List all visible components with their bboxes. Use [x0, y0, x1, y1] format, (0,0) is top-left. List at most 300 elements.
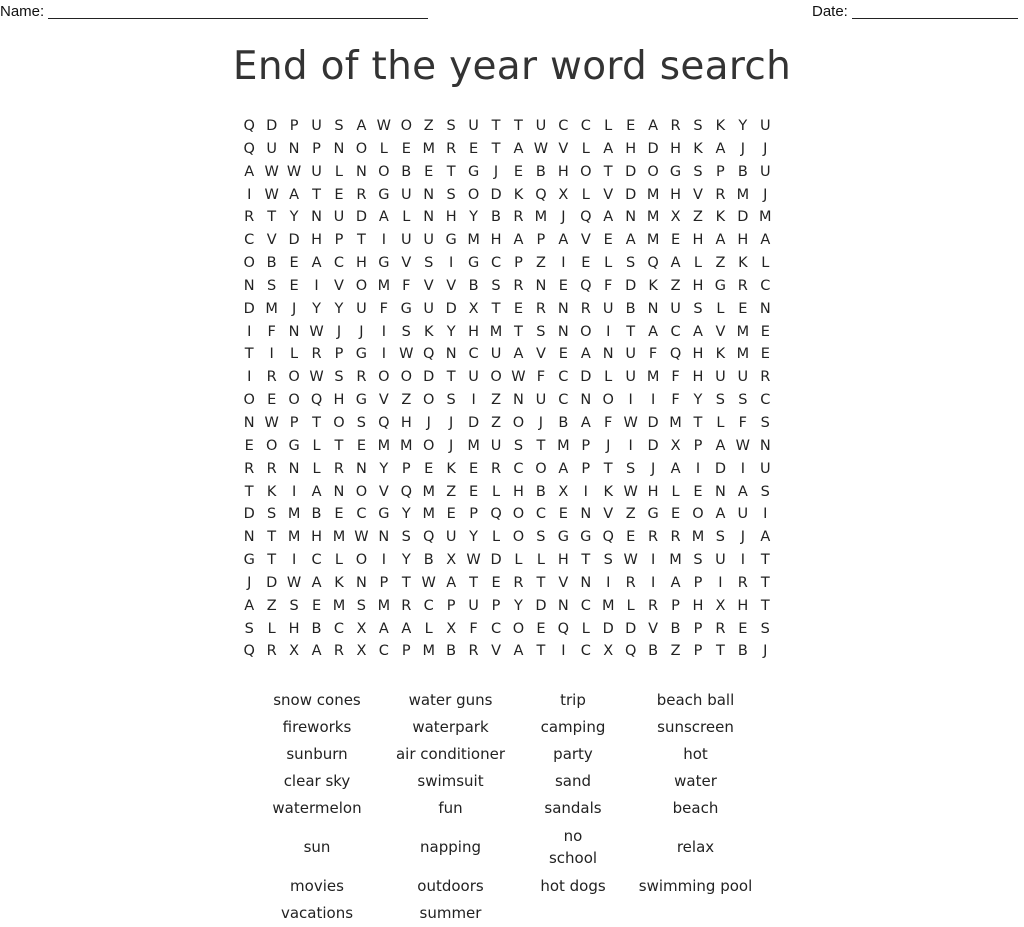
grid-letter[interactable]: S	[334, 369, 344, 386]
grid-letter[interactable]: T	[760, 552, 770, 569]
grid-letter[interactable]: W	[735, 437, 751, 454]
grid-letter[interactable]: S	[289, 597, 299, 614]
grid-letter[interactable]: I	[650, 574, 656, 591]
grid-letter[interactable]: P	[334, 346, 344, 363]
grid-letter[interactable]: W	[511, 369, 526, 386]
grid-letter[interactable]: Y	[289, 209, 299, 226]
grid-letter[interactable]: T	[267, 209, 277, 226]
grid-letter[interactable]: E	[267, 392, 277, 409]
grid-letter[interactable]: Q	[423, 346, 435, 363]
grid-letter[interactable]: S	[693, 118, 703, 134]
grid-letter[interactable]: C	[513, 460, 524, 477]
grid-letter[interactable]: X	[715, 597, 726, 614]
grid-letter[interactable]: M	[377, 597, 391, 614]
grid-letter[interactable]: F	[738, 414, 748, 431]
grid-letter[interactable]: O	[490, 369, 502, 386]
grid-letter[interactable]: D	[737, 209, 749, 226]
grid-letter[interactable]: A	[693, 323, 703, 340]
grid-letter[interactable]: H	[692, 232, 704, 249]
grid-letter[interactable]: W	[623, 483, 638, 500]
grid-letter[interactable]: T	[469, 574, 479, 591]
grid-letter[interactable]: O	[378, 163, 390, 180]
grid-letter[interactable]: C	[580, 597, 591, 614]
grid-letter[interactable]: S	[446, 186, 456, 203]
grid-letter[interactable]: C	[580, 118, 591, 134]
grid-letter[interactable]: A	[311, 255, 322, 272]
grid-letter[interactable]: W	[309, 323, 324, 340]
grid-letter[interactable]: B	[670, 620, 681, 637]
grid-letter[interactable]: E	[424, 460, 434, 477]
grid-letter[interactable]: V	[580, 232, 591, 249]
grid-letter[interactable]: E	[289, 277, 299, 294]
grid-letter[interactable]: Q	[647, 255, 659, 272]
grid-letter[interactable]: U	[423, 232, 435, 249]
grid-letter[interactable]: Z	[715, 255, 726, 272]
grid-letter[interactable]: J	[336, 323, 342, 340]
grid-letter[interactable]: N	[355, 460, 367, 477]
grid-letter[interactable]: B	[535, 483, 546, 500]
grid-letter[interactable]: F	[267, 323, 276, 340]
grid-letter[interactable]: C	[558, 369, 569, 386]
grid-letter[interactable]: N	[759, 437, 771, 454]
grid-letter[interactable]: S	[513, 437, 524, 454]
grid-letter[interactable]: U	[400, 232, 412, 249]
grid-letter[interactable]: N	[243, 529, 255, 546]
grid-letter[interactable]: X	[558, 186, 569, 203]
grid-letter[interactable]: A	[513, 346, 524, 363]
grid-letter[interactable]: E	[513, 163, 524, 180]
grid-letter[interactable]: D	[490, 186, 502, 203]
grid-letter[interactable]: U	[311, 118, 322, 134]
grid-letter[interactable]: T	[514, 323, 523, 340]
grid-letter[interactable]: Y	[693, 392, 703, 409]
grid-letter[interactable]: W	[354, 529, 369, 546]
grid-letter[interactable]: A	[625, 232, 636, 249]
grid-letter[interactable]: T	[536, 437, 546, 454]
grid-letter[interactable]: H	[737, 232, 749, 249]
grid-letter[interactable]: I	[628, 392, 633, 409]
grid-letter[interactable]: A	[737, 483, 748, 500]
grid-letter[interactable]: D	[625, 620, 637, 637]
grid-letter[interactable]: V	[535, 346, 546, 363]
grid-letter[interactable]: O	[580, 163, 592, 180]
grid-letter[interactable]: W	[466, 552, 481, 569]
grid-letter[interactable]: L	[626, 597, 635, 614]
grid-letter[interactable]: A	[558, 232, 569, 249]
grid-letter[interactable]: X	[558, 483, 569, 500]
grid-letter[interactable]: H	[670, 140, 681, 157]
grid-letter[interactable]: P	[401, 460, 411, 477]
grid-letter[interactable]: P	[693, 437, 703, 454]
grid-letter[interactable]: U	[737, 506, 749, 523]
grid-letter[interactable]: E	[356, 437, 366, 454]
grid-letter[interactable]: L	[716, 414, 725, 431]
grid-letter[interactable]: D	[266, 118, 278, 134]
grid-letter[interactable]: V	[401, 255, 412, 272]
grid-letter[interactable]: S	[715, 529, 726, 546]
grid-letter[interactable]: U	[670, 300, 681, 317]
grid-letter[interactable]: L	[267, 620, 276, 637]
grid-letter[interactable]: Y	[469, 529, 479, 546]
grid-letter[interactable]: W	[264, 414, 279, 431]
grid-letter[interactable]: K	[603, 483, 613, 500]
grid-letter[interactable]: N	[602, 346, 614, 363]
grid-letter[interactable]: F	[671, 392, 680, 409]
grid-letter[interactable]: A	[311, 574, 322, 591]
grid-letter[interactable]: O	[400, 118, 412, 134]
grid-letter[interactable]: G	[445, 232, 457, 249]
grid-letter[interactable]: K	[693, 140, 703, 157]
grid-letter[interactable]: Z	[491, 414, 501, 431]
grid-letter[interactable]: S	[424, 255, 434, 272]
grid-letter[interactable]: G	[714, 277, 727, 294]
grid-letter[interactable]: S	[446, 392, 456, 409]
grid-letter[interactable]: P	[536, 232, 546, 249]
grid-letter[interactable]: S	[356, 597, 367, 614]
grid-letter[interactable]: S	[626, 255, 636, 272]
grid-letter[interactable]: X	[468, 300, 479, 317]
grid-letter[interactable]: B	[468, 277, 479, 294]
grid-letter[interactable]: S	[267, 506, 277, 523]
grid-letter[interactable]: H	[311, 232, 322, 249]
grid-letter[interactable]: E	[401, 140, 411, 157]
grid-letter[interactable]: J	[247, 574, 252, 591]
grid-letter[interactable]: W	[286, 574, 302, 591]
grid-letter[interactable]: R	[737, 574, 748, 591]
grid-letter[interactable]: H	[333, 392, 345, 409]
grid-letter[interactable]: C	[760, 277, 771, 294]
grid-letter[interactable]: I	[291, 483, 297, 500]
grid-letter[interactable]: H	[557, 552, 569, 569]
grid-letter[interactable]: F	[604, 277, 613, 294]
grid-letter[interactable]: N	[445, 346, 457, 363]
grid-letter[interactable]: T	[312, 414, 321, 431]
grid-letter[interactable]: O	[243, 255, 255, 272]
grid-letter[interactable]: M	[332, 529, 346, 546]
grid-letter[interactable]: O	[355, 552, 368, 569]
grid-letter[interactable]: D	[445, 300, 457, 317]
grid-letter[interactable]: N	[333, 483, 345, 500]
grid-letter[interactable]: S	[356, 414, 367, 431]
grid-letter[interactable]: A	[401, 620, 412, 637]
grid-letter[interactable]: W	[376, 118, 392, 134]
grid-letter[interactable]: O	[333, 414, 345, 431]
grid-letter[interactable]: O	[288, 369, 300, 386]
grid-letter[interactable]: A	[603, 209, 614, 226]
grid-letter[interactable]: U	[625, 346, 636, 363]
grid-letter[interactable]: I	[650, 392, 656, 409]
grid-letter[interactable]: D	[625, 163, 637, 180]
grid-letter[interactable]: E	[626, 118, 636, 134]
grid-letter[interactable]: D	[243, 506, 255, 523]
grid-letter[interactable]: M	[736, 346, 750, 363]
grid-letter[interactable]: I	[583, 483, 588, 500]
grid-letter[interactable]: U	[356, 300, 367, 317]
grid-letter[interactable]: K	[738, 255, 748, 272]
grid-letter[interactable]: E	[289, 255, 299, 272]
grid-letter[interactable]: S	[491, 277, 501, 294]
grid-letter[interactable]: G	[580, 529, 592, 546]
grid-letter[interactable]: I	[381, 232, 386, 249]
grid-letter[interactable]: C	[558, 392, 569, 409]
grid-letter[interactable]: A	[715, 506, 726, 523]
grid-letter[interactable]: G	[400, 300, 412, 317]
grid-letter[interactable]: Q	[378, 414, 390, 431]
grid-letter[interactable]: I	[381, 323, 386, 340]
grid-letter[interactable]: E	[760, 346, 770, 363]
grid-letter[interactable]: U	[445, 529, 457, 546]
grid-letter[interactable]: Q	[310, 392, 323, 409]
grid-letter[interactable]: S	[446, 118, 456, 134]
grid-letter[interactable]: N	[355, 574, 367, 591]
grid-letter[interactable]: Q	[490, 506, 502, 523]
grid-letter[interactable]: R	[401, 597, 412, 614]
grid-letter[interactable]: H	[400, 414, 412, 431]
grid-letter[interactable]: F	[536, 369, 546, 386]
grid-letter[interactable]: O	[512, 414, 525, 431]
grid-letter[interactable]: R	[715, 620, 726, 637]
grid-letter[interactable]: Q	[243, 118, 255, 134]
grid-letter[interactable]: P	[716, 163, 725, 180]
grid-letter[interactable]: G	[243, 552, 255, 569]
grid-letter[interactable]: B	[625, 300, 636, 317]
grid-letter[interactable]: Q	[535, 186, 547, 203]
grid-letter[interactable]: M	[422, 506, 435, 523]
grid-letter[interactable]: P	[581, 437, 591, 454]
grid-letter[interactable]: U	[311, 163, 322, 180]
grid-letter[interactable]: X	[356, 620, 367, 637]
grid-letter[interactable]: V	[558, 574, 569, 591]
grid-letter[interactable]: A	[580, 346, 591, 363]
grid-letter[interactable]: X	[670, 437, 681, 454]
grid-letter[interactable]: U	[715, 369, 726, 386]
grid-letter[interactable]: J	[291, 300, 297, 317]
grid-letter[interactable]: C	[558, 118, 569, 134]
grid-letter[interactable]: I	[269, 346, 274, 363]
grid-letter[interactable]: N	[580, 506, 592, 523]
grid-letter[interactable]: A	[244, 597, 255, 614]
grid-letter[interactable]: E	[469, 460, 479, 477]
grid-letter[interactable]: O	[423, 437, 435, 454]
grid-letter[interactable]: J	[538, 414, 544, 431]
grid-letter[interactable]: G	[378, 186, 390, 203]
grid-letter[interactable]: A	[580, 414, 591, 431]
grid-letter[interactable]: N	[288, 140, 300, 157]
grid-letter[interactable]: D	[266, 574, 278, 591]
grid-letter[interactable]: H	[445, 209, 457, 226]
grid-letter[interactable]: A	[311, 483, 322, 500]
grid-letter[interactable]: L	[334, 552, 344, 569]
grid-letter[interactable]: M	[646, 186, 660, 203]
grid-letter[interactable]: Q	[423, 529, 435, 546]
grid-letter[interactable]: T	[491, 300, 501, 317]
grid-letter[interactable]: C	[535, 506, 546, 523]
grid-letter[interactable]: G	[669, 163, 682, 180]
grid-letter[interactable]: S	[334, 118, 344, 134]
grid-letter[interactable]: L	[693, 255, 703, 272]
grid-letter[interactable]: I	[449, 255, 454, 272]
grid-letter[interactable]: M	[669, 414, 682, 431]
grid-letter[interactable]: D	[468, 414, 480, 431]
grid-letter[interactable]: S	[760, 414, 770, 431]
grid-letter[interactable]: R	[648, 529, 659, 546]
grid-letter[interactable]: Z	[670, 643, 681, 660]
grid-letter[interactable]: N	[423, 209, 435, 226]
grid-letter[interactable]: Q	[243, 643, 255, 660]
grid-letter[interactable]: J	[449, 437, 454, 454]
grid-letter[interactable]: L	[581, 186, 590, 203]
grid-letter[interactable]: L	[312, 460, 321, 477]
grid-letter[interactable]: H	[692, 369, 704, 386]
grid-letter[interactable]: W	[623, 552, 638, 569]
grid-letter[interactable]: C	[356, 506, 367, 523]
grid-letter[interactable]: O	[535, 460, 547, 477]
grid-letter[interactable]: Z	[266, 597, 277, 614]
grid-letter[interactable]: S	[536, 323, 546, 340]
grid-letter[interactable]: E	[693, 483, 703, 500]
grid-letter[interactable]: O	[602, 392, 614, 409]
grid-letter[interactable]: M	[265, 300, 278, 317]
grid-letter[interactable]: J	[650, 460, 656, 477]
grid-letter[interactable]: T	[693, 414, 703, 431]
grid-letter[interactable]: M	[422, 483, 435, 500]
grid-letter[interactable]: I	[695, 460, 701, 477]
grid-letter[interactable]: J	[606, 437, 611, 454]
grid-letter[interactable]: S	[715, 392, 726, 409]
grid-letter[interactable]: Y	[334, 300, 344, 317]
grid-letter[interactable]: I	[606, 323, 611, 340]
grid-letter[interactable]: K	[334, 574, 344, 591]
grid-letter[interactable]: R	[446, 140, 457, 157]
grid-letter[interactable]: R	[648, 597, 659, 614]
grid-letter[interactable]: O	[378, 369, 390, 386]
grid-letter[interactable]: G	[647, 506, 659, 523]
grid-letter[interactable]: V	[558, 140, 569, 157]
grid-letter[interactable]: P	[491, 597, 501, 614]
grid-letter[interactable]: I	[763, 506, 768, 523]
grid-letter[interactable]: D	[355, 209, 367, 226]
grid-letter[interactable]: Q	[624, 643, 637, 660]
grid-letter[interactable]: W	[286, 163, 302, 180]
grid-letter[interactable]: T	[760, 597, 770, 614]
grid-letter[interactable]: D	[625, 277, 637, 294]
grid-letter[interactable]: K	[715, 118, 726, 134]
grid-letter[interactable]: T	[715, 643, 725, 660]
grid-letter[interactable]: Y	[738, 118, 748, 134]
grid-letter[interactable]: N	[557, 323, 569, 340]
grid-letter[interactable]: J	[449, 414, 454, 431]
grid-letter[interactable]: H	[490, 232, 502, 249]
grid-letter[interactable]: N	[355, 163, 367, 180]
grid-letter[interactable]: R	[513, 277, 524, 294]
grid-letter[interactable]: I	[291, 552, 297, 569]
grid-letter[interactable]: R	[670, 529, 681, 546]
grid-letter[interactable]: H	[737, 597, 749, 614]
grid-letter[interactable]: G	[467, 163, 480, 180]
grid-letter[interactable]: O	[400, 369, 412, 386]
grid-letter[interactable]: L	[312, 437, 321, 454]
grid-letter[interactable]: D	[288, 232, 300, 249]
grid-letter[interactable]: L	[604, 118, 613, 134]
grid-letter[interactable]: Y	[514, 597, 523, 614]
grid-letter[interactable]: K	[446, 460, 456, 477]
grid-letter[interactable]: L	[581, 620, 590, 637]
grid-letter[interactable]: B	[423, 552, 434, 569]
grid-letter[interactable]: S	[760, 483, 770, 500]
grid-letter[interactable]: O	[467, 186, 480, 203]
grid-letter[interactable]: F	[469, 620, 478, 637]
grid-letter[interactable]: X	[446, 620, 457, 637]
grid-letter[interactable]: E	[581, 255, 591, 272]
grid-letter[interactable]: V	[648, 620, 659, 637]
grid-letter[interactable]: A	[670, 460, 681, 477]
grid-letter[interactable]: N	[535, 277, 547, 294]
grid-letter[interactable]: U	[490, 437, 502, 454]
grid-letter[interactable]: F	[604, 414, 613, 431]
grid-letter[interactable]: S	[738, 392, 748, 409]
grid-letter[interactable]: K	[648, 277, 658, 294]
grid-letter[interactable]: A	[244, 163, 255, 180]
grid-letter[interactable]: D	[625, 186, 637, 203]
grid-letter[interactable]: S	[401, 529, 411, 546]
grid-letter[interactable]: D	[714, 460, 726, 477]
grid-letter[interactable]: S	[244, 620, 254, 637]
grid-letter[interactable]: M	[557, 437, 570, 454]
grid-letter[interactable]: L	[491, 483, 501, 500]
grid-letter[interactable]: R	[760, 369, 771, 386]
grid-letter[interactable]: T	[267, 529, 277, 546]
grid-letter[interactable]: V	[266, 232, 277, 249]
grid-letter[interactable]: R	[670, 118, 681, 134]
grid-letter[interactable]: A	[715, 437, 726, 454]
grid-letter[interactable]: J	[763, 643, 768, 660]
grid-letter[interactable]: A	[446, 574, 457, 591]
grid-letter[interactable]: Q	[557, 620, 570, 637]
grid-letter[interactable]: O	[265, 437, 278, 454]
grid-letter[interactable]: I	[381, 552, 386, 569]
grid-letter[interactable]: A	[378, 620, 389, 637]
grid-letter[interactable]: O	[243, 392, 255, 409]
grid-letter[interactable]: M	[669, 552, 682, 569]
grid-letter[interactable]: C	[333, 255, 345, 272]
grid-letter[interactable]: X	[603, 643, 614, 660]
grid-letter[interactable]: M	[759, 209, 772, 226]
grid-letter[interactable]: L	[716, 300, 725, 317]
grid-letter[interactable]: L	[290, 346, 299, 363]
grid-letter[interactable]: J	[493, 163, 499, 180]
grid-letter[interactable]: S	[626, 460, 636, 477]
grid-letter[interactable]: M	[377, 277, 391, 294]
grid-letter[interactable]: N	[311, 209, 322, 226]
grid-letter[interactable]: R	[244, 209, 255, 226]
grid-letter[interactable]: N	[378, 529, 390, 546]
grid-letter[interactable]: N	[714, 483, 726, 500]
grid-letter[interactable]: I	[740, 460, 745, 477]
grid-letter[interactable]: H	[355, 255, 367, 272]
grid-letter[interactable]: A	[670, 255, 681, 272]
grid-letter[interactable]: I	[561, 255, 566, 272]
grid-letter[interactable]: R	[311, 346, 322, 363]
grid-letter[interactable]: M	[601, 597, 615, 614]
grid-letter[interactable]: Y	[469, 209, 479, 226]
grid-letter[interactable]: W	[533, 140, 549, 157]
grid-letter[interactable]: B	[401, 163, 412, 180]
grid-letter[interactable]: F	[379, 300, 389, 317]
grid-letter[interactable]: V	[334, 277, 344, 294]
grid-letter[interactable]: F	[671, 369, 680, 386]
grid-letter[interactable]: H	[625, 140, 637, 157]
grid-letter[interactable]: T	[514, 118, 523, 134]
